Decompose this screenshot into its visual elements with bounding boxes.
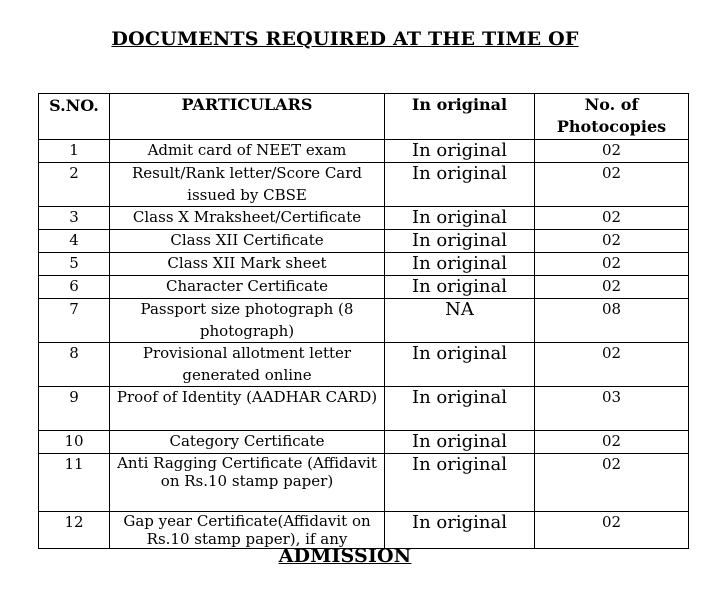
document-subtitle: ADMISSION [278, 545, 412, 567]
cell-sno: 9 [39, 387, 110, 431]
cell-sno: 5 [39, 253, 110, 276]
cell-copies: 02 [535, 512, 689, 549]
cell-copies: 02 [535, 253, 689, 276]
cell-original: In original [385, 454, 535, 512]
cell-sno: 12 [39, 512, 110, 549]
cell-particular: Proof of Identity (AADHAR CARD) [110, 387, 385, 431]
cell-particular: Category Certificate [110, 431, 385, 454]
cell-sno: 8 [39, 343, 110, 387]
cell-original: NA [385, 299, 535, 343]
header-in-original: In original [385, 94, 535, 140]
cell-particular: Result/Rank letter/Score Card issued by CBSE [110, 163, 385, 207]
header-particulars: PARTICULARS [110, 94, 385, 140]
document-title: DOCUMENTS REQUIRED AT THE TIME OF [111, 28, 579, 50]
cell-particular: Gap year Certificate(Affidavit on Rs.10 stamp paper), if any [110, 512, 385, 549]
cell-original: In original [385, 276, 535, 299]
header-sno: S.NO. [39, 94, 110, 140]
table-row [39, 387, 689, 431]
table-row [39, 253, 689, 276]
cell-original: In original [385, 431, 535, 454]
cell-copies: 08 [535, 299, 689, 343]
cell-copies: 02 [535, 454, 689, 512]
table-row [39, 207, 689, 230]
table-row [39, 431, 689, 454]
table-row [39, 512, 689, 549]
cell-sno: 1 [39, 140, 110, 163]
cell-sno: 3 [39, 207, 110, 230]
cell-copies: 03 [535, 387, 689, 431]
cell-copies: 02 [535, 276, 689, 299]
cell-original: In original [385, 230, 535, 253]
cell-copies: 02 [535, 207, 689, 230]
table-row [39, 299, 689, 343]
cell-copies: 02 [535, 140, 689, 163]
cell-copies: 02 [535, 230, 689, 253]
cell-sno: 6 [39, 276, 110, 299]
table-row [39, 140, 689, 163]
cell-copies: 02 [535, 343, 689, 387]
cell-original: In original [385, 387, 535, 431]
cell-particular: Class X Mraksheet/Certificate [110, 207, 385, 230]
cell-original: In original [385, 343, 535, 387]
table-row [39, 454, 689, 512]
table-header-row [39, 94, 689, 140]
cell-particular: Admit card of NEET exam [110, 140, 385, 163]
cell-particular: Passport size photograph (8 photograph) [110, 299, 385, 343]
cell-sno: 11 [39, 454, 110, 512]
cell-particular: Class XII Mark sheet [110, 253, 385, 276]
table-row [39, 276, 689, 299]
table-row [39, 163, 689, 207]
cell-particular: Provisional allotment letter generated online [110, 343, 385, 387]
cell-particular: Anti Ragging Certificate (Affidavit on Rs.10 stamp paper) [110, 454, 385, 512]
cell-original: In original [385, 140, 535, 163]
cell-original: In original [385, 253, 535, 276]
header-photocopies: No. of Photocopies [535, 94, 689, 140]
cell-particular: Class XII Certificate [110, 230, 385, 253]
cell-original: In original [385, 163, 535, 207]
table-row [39, 230, 689, 253]
cell-sno: 2 [39, 163, 110, 207]
cell-original: In original [385, 207, 535, 230]
cell-original: In original [385, 512, 535, 549]
cell-sno: 10 [39, 431, 110, 454]
cell-sno: 7 [39, 299, 110, 343]
table-row [39, 343, 689, 387]
cell-sno: 4 [39, 230, 110, 253]
cell-copies: 02 [535, 431, 689, 454]
cell-particular: Character Certificate [110, 276, 385, 299]
cell-copies: 02 [535, 163, 689, 207]
documents-table [38, 93, 689, 549]
